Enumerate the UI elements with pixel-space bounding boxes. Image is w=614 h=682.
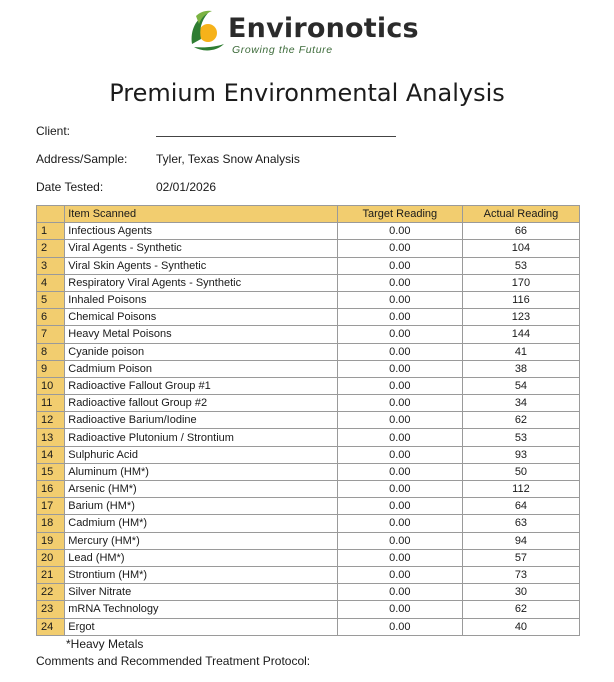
cell-target: 0.00 [337, 498, 462, 515]
cell-item: Radioactive fallout Group #2 [65, 395, 338, 412]
cell-item: Cyanide poison [65, 343, 338, 360]
cell-target: 0.00 [337, 601, 462, 618]
comments-label: Comments and Recommended Treatment Protocol: [36, 654, 311, 668]
table-row [37, 429, 580, 446]
cell-target: 0.00 [337, 481, 462, 498]
cell-num: 21 [37, 566, 65, 583]
cell-actual: 94 [462, 532, 579, 549]
table-row [37, 395, 580, 412]
cell-actual: 34 [462, 395, 579, 412]
cell-actual: 112 [462, 481, 579, 498]
table-header-row [37, 206, 580, 223]
cell-num: 7 [37, 326, 65, 343]
cell-num: 2 [37, 240, 65, 257]
cell-target: 0.00 [337, 549, 462, 566]
cell-num: 20 [37, 549, 65, 566]
cell-target: 0.00 [337, 274, 462, 291]
cell-actual: 53 [462, 429, 579, 446]
table-row [37, 532, 580, 549]
cell-item: Respiratory Viral Agents - Synthetic [65, 274, 338, 291]
cell-num: 23 [37, 601, 65, 618]
cell-item: Cadmium Poison [65, 360, 338, 377]
cell-target: 0.00 [337, 429, 462, 446]
cell-item: Radioactive Fallout Group #1 [65, 377, 338, 394]
cell-num: 6 [37, 309, 65, 326]
address-label: Address/Sample: [36, 152, 128, 166]
cell-item: Chemical Poisons [65, 309, 338, 326]
table-row [37, 601, 580, 618]
cell-num: 22 [37, 584, 65, 601]
cell-item: Silver Nitrate [65, 584, 338, 601]
cell-num: 14 [37, 446, 65, 463]
cell-num: 16 [37, 481, 65, 498]
cell-item: Ergot [65, 618, 338, 635]
cell-target: 0.00 [337, 326, 462, 343]
cell-target: 0.00 [337, 584, 462, 601]
cell-actual: 66 [462, 223, 579, 240]
cell-item: Heavy Metal Poisons [65, 326, 338, 343]
header-num [37, 206, 65, 223]
results-table [36, 205, 580, 636]
cell-num: 18 [37, 515, 65, 532]
cell-target: 0.00 [337, 566, 462, 583]
cell-item: Aluminum (HM*) [65, 463, 338, 480]
cell-num: 5 [37, 291, 65, 308]
cell-actual: 41 [462, 343, 579, 360]
cell-item: Viral Skin Agents - Synthetic [65, 257, 338, 274]
table-row [37, 618, 580, 635]
cell-item: Radioactive Plutonium / Strontium [65, 429, 338, 446]
cell-item: Mercury (HM*) [65, 532, 338, 549]
cell-actual: 64 [462, 498, 579, 515]
cell-num: 15 [37, 463, 65, 480]
cell-num: 24 [37, 618, 65, 635]
brand-name: Environotics [228, 13, 419, 44]
table-row [37, 498, 580, 515]
cell-num: 17 [37, 498, 65, 515]
table-row [37, 412, 580, 429]
cell-actual: 50 [462, 463, 579, 480]
company-logo [186, 8, 426, 58]
cell-target: 0.00 [337, 257, 462, 274]
date-label: Date Tested: [36, 180, 104, 194]
cell-target: 0.00 [337, 223, 462, 240]
cell-num: 10 [37, 377, 65, 394]
date-value: 02/01/2026 [156, 180, 217, 194]
cell-target: 0.00 [337, 446, 462, 463]
brand-tagline: Growing the Future [232, 44, 333, 56]
cell-actual: 38 [462, 360, 579, 377]
table-row [37, 549, 580, 566]
leaf-sun-icon [186, 8, 230, 54]
cell-num: 11 [37, 395, 65, 412]
cell-item: Viral Agents - Synthetic [65, 240, 338, 257]
cell-target: 0.00 [337, 360, 462, 377]
table-row [37, 257, 580, 274]
cell-actual: 73 [462, 566, 579, 583]
cell-num: 9 [37, 360, 65, 377]
table-row [37, 343, 580, 360]
table-row [37, 463, 580, 480]
cell-num: 13 [37, 429, 65, 446]
header-target-reading: Target Reading [337, 206, 462, 223]
cell-num: 19 [37, 532, 65, 549]
header-item-scanned: Item Scanned [65, 206, 338, 223]
cell-actual: 116 [462, 291, 579, 308]
footnote: *Heavy Metals [66, 637, 144, 651]
cell-item: Lead (HM*) [65, 549, 338, 566]
cell-target: 0.00 [337, 395, 462, 412]
cell-item: Barium (HM*) [65, 498, 338, 515]
cell-num: 8 [37, 343, 65, 360]
cell-actual: 62 [462, 601, 579, 618]
address-value: Tyler, Texas Snow Analysis [156, 152, 300, 166]
table-row [37, 291, 580, 308]
cell-actual: 93 [462, 446, 579, 463]
cell-target: 0.00 [337, 240, 462, 257]
table-row [37, 240, 580, 257]
cell-target: 0.00 [337, 377, 462, 394]
cell-actual: 63 [462, 515, 579, 532]
cell-actual: 54 [462, 377, 579, 394]
cell-item: Inhaled Poisons [65, 291, 338, 308]
table-row [37, 223, 580, 240]
cell-item: Arsenic (HM*) [65, 481, 338, 498]
cell-item: mRNA Technology [65, 601, 338, 618]
cell-actual: 170 [462, 274, 579, 291]
cell-actual: 40 [462, 618, 579, 635]
table-row [37, 566, 580, 583]
table-row [37, 584, 580, 601]
table-row [37, 360, 580, 377]
table-row [37, 481, 580, 498]
table-row [37, 326, 580, 343]
cell-target: 0.00 [337, 515, 462, 532]
cell-item: Sulphuric Acid [65, 446, 338, 463]
table-row [37, 515, 580, 532]
cell-target: 0.00 [337, 463, 462, 480]
cell-target: 0.00 [337, 412, 462, 429]
cell-target: 0.00 [337, 618, 462, 635]
cell-item: Radioactive Barium/Iodine [65, 412, 338, 429]
cell-actual: 62 [462, 412, 579, 429]
table-row [37, 377, 580, 394]
cell-item: Cadmium (HM*) [65, 515, 338, 532]
client-blank-line [156, 136, 396, 137]
page-title: Premium Environmental Analysis [109, 79, 505, 107]
cell-actual: 57 [462, 549, 579, 566]
cell-num: 1 [37, 223, 65, 240]
client-label: Client: [36, 124, 71, 138]
cell-actual: 104 [462, 240, 579, 257]
cell-target: 0.00 [337, 343, 462, 360]
table-row [37, 274, 580, 291]
cell-target: 0.00 [337, 532, 462, 549]
cell-target: 0.00 [337, 291, 462, 308]
cell-item: Infectious Agents [65, 223, 338, 240]
cell-num: 3 [37, 257, 65, 274]
table-row [37, 446, 580, 463]
cell-actual: 53 [462, 257, 579, 274]
table-row [37, 309, 580, 326]
cell-target: 0.00 [337, 309, 462, 326]
cell-item: Strontium (HM*) [65, 566, 338, 583]
header-actual-reading: Actual Reading [462, 206, 579, 223]
cell-num: 4 [37, 274, 65, 291]
cell-num: 12 [37, 412, 65, 429]
cell-actual: 30 [462, 584, 579, 601]
cell-actual: 123 [462, 309, 579, 326]
cell-actual: 144 [462, 326, 579, 343]
